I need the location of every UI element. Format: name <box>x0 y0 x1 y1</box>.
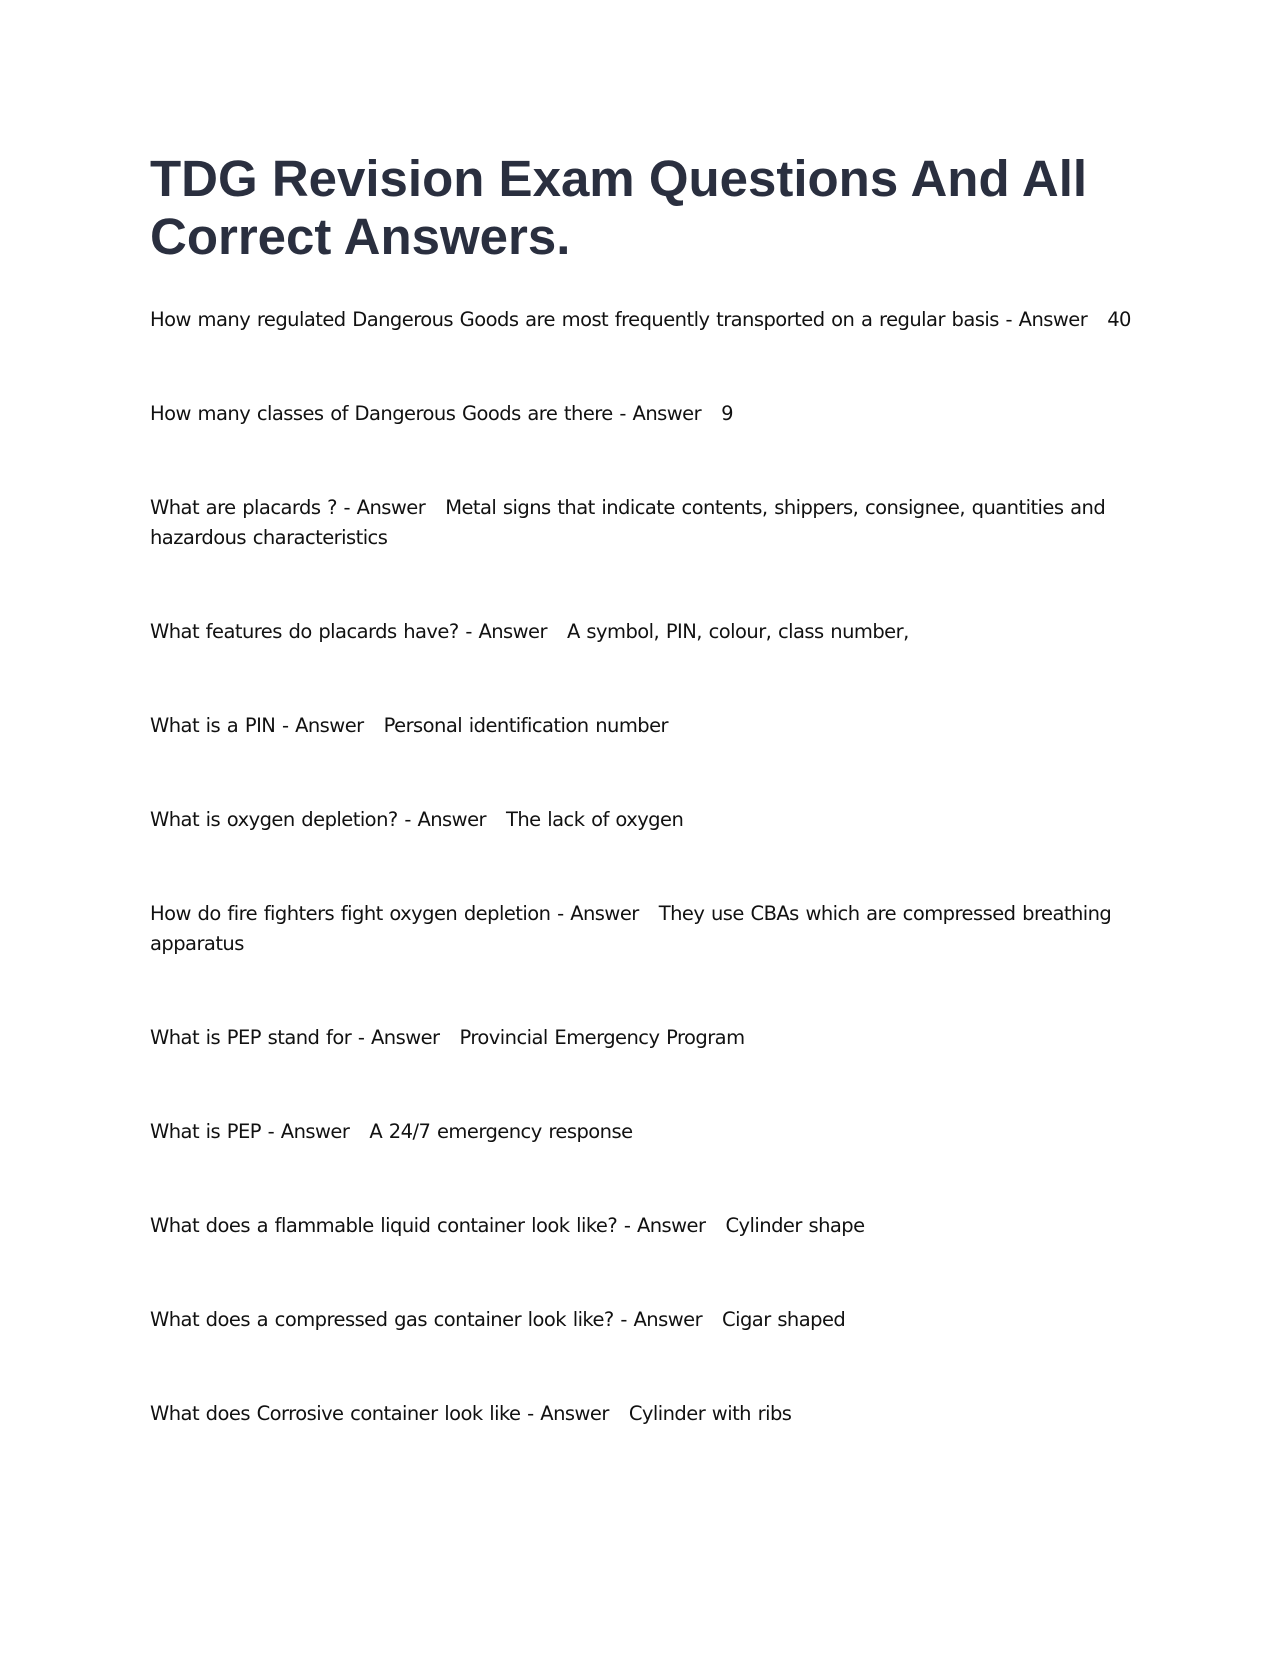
qa-question: What is oxygen depletion? - Answer <box>150 808 486 831</box>
qa-item <box>150 805 1140 835</box>
qa-item <box>150 1399 1140 1429</box>
qa-answer: 40 <box>1107 308 1131 331</box>
qa-answer: Metal signs that indicate contents, shippers, consignee, quantities and hazardous characteristics <box>150 496 1106 549</box>
qa-answer: A 24/7 emergency response <box>369 1120 633 1143</box>
qa-item <box>150 899 1140 959</box>
qa-question: How many classes of Dangerous Goods are there - Answer <box>150 402 702 425</box>
qa-answer: Cylinder with ribs <box>628 1402 792 1425</box>
qa-answer: A symbol, PIN, colour, class number, <box>566 620 909 643</box>
qa-question: How do fire fighters fight oxygen depletion - Answer <box>150 902 639 925</box>
qa-list <box>150 305 1140 1429</box>
qa-question: What is PEP - Answer <box>150 1120 350 1143</box>
qa-item <box>150 617 1140 647</box>
qa-answer: 9 <box>721 402 733 425</box>
document-page <box>150 150 1140 1493</box>
qa-item <box>150 711 1140 741</box>
qa-answer: Cigar shaped <box>722 1308 846 1331</box>
qa-answer: Cylinder shape <box>725 1214 865 1237</box>
qa-question: What is a PIN - Answer <box>150 714 364 737</box>
qa-answer: The lack of oxygen <box>505 808 684 831</box>
qa-question: How many regulated Dangerous Goods are most frequently transported on a regular basis - Answer <box>150 308 1088 331</box>
qa-item <box>150 1305 1140 1335</box>
qa-question: What does Corrosive container look like - Answer <box>150 1402 609 1425</box>
qa-answer: Provincial Emergency Program <box>459 1026 745 1049</box>
qa-question: What are placards ? - Answer <box>150 496 426 519</box>
page-title: TDG Revision Exam Questions And All Correct Answers. <box>150 150 1088 265</box>
qa-item <box>150 399 1140 429</box>
qa-answer: They use CBAs which are compressed breathing apparatus <box>150 902 1112 955</box>
qa-question: What features do placards have? - Answer <box>150 620 547 643</box>
qa-item <box>150 305 1140 335</box>
qa-question: What does a compressed gas container look like? - Answer <box>150 1308 703 1331</box>
qa-item <box>150 1211 1140 1241</box>
qa-item <box>150 1023 1140 1053</box>
qa-question: What is PEP stand for - Answer <box>150 1026 440 1049</box>
qa-item <box>150 1117 1140 1147</box>
qa-item <box>150 493 1140 553</box>
qa-question: What does a flammable liquid container look like? - Answer <box>150 1214 706 1237</box>
qa-answer: Personal identification number <box>383 714 669 737</box>
